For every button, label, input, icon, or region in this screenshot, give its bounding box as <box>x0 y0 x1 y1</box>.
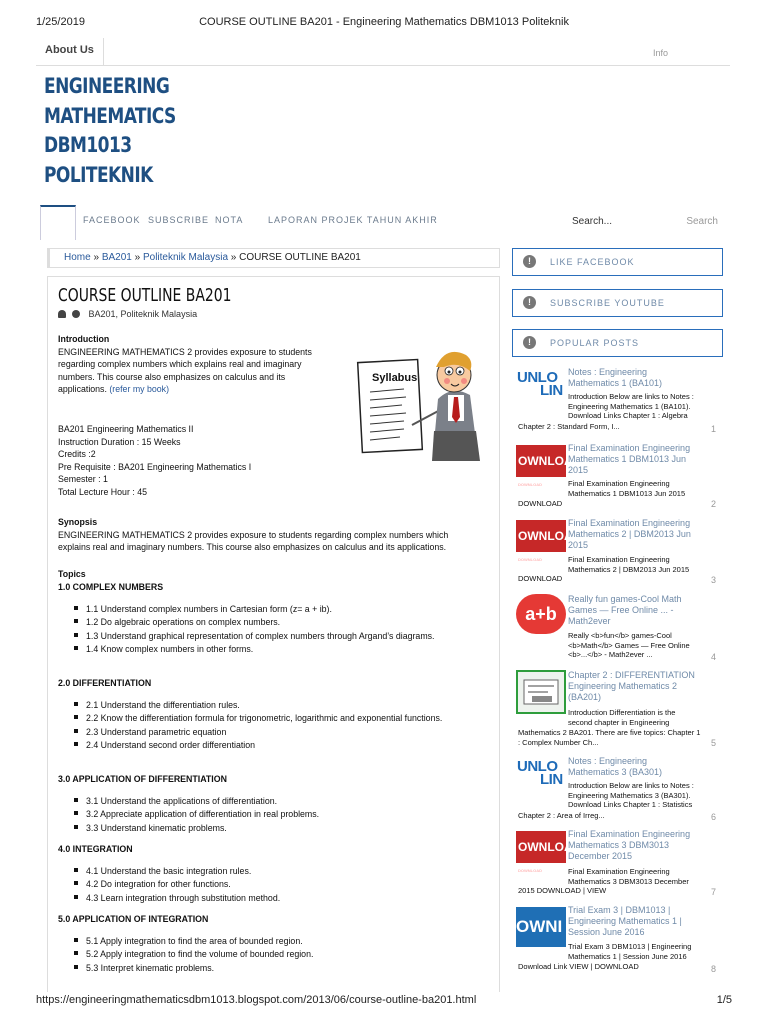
section-heading: 1.0 COMPLEX NUMBERS <box>58 582 164 592</box>
site-title[interactable] <box>44 72 224 190</box>
course-info-line: BA201 Engineering Mathematics II <box>58 424 194 434</box>
section-heading: 3.0 APPLICATION OF DIFFERENTIATION <box>58 774 227 784</box>
breadcrumb <box>47 248 500 268</box>
course-info-line: Total Lecture Hour : 45 <box>58 486 147 497</box>
list-item: 2.2 Know the differentiation formula for trigonometric, logarithmic and exponential functions. <box>74 712 442 725</box>
list-item: 1.2 Do algebraic operations on complex numbers. <box>74 616 435 629</box>
popular-post-rank: 5 <box>710 738 716 748</box>
list-item: 1.3 Understand graphical representation of complex numbers through Argand’s diagrams. <box>74 630 435 643</box>
list-item: 4.2 Do integration for other functions. <box>74 878 280 891</box>
popular-post-rank: 4 <box>710 652 716 662</box>
intro-heading: Introduction <box>58 334 110 344</box>
breadcrumb-politeknik[interactable]: Politeknik Malaysia <box>142 252 229 263</box>
popular-post-item[interactable] <box>516 829 722 899</box>
post-thumbnail <box>516 670 566 716</box>
popular-post-snippet-tail: Chapter 2 : Standard Form, I... <box>518 422 620 431</box>
course-info-line: Credits :2 <box>58 449 96 459</box>
menu-item-laporan-projek[interactable]: LAPORAN PROJEK TAHUN AKHIR <box>268 215 438 225</box>
breadcrumb-current: COURSE OUTLINE BA201 <box>239 252 361 263</box>
comment-icon <box>72 310 80 318</box>
list-item: 3.1 Understand the applications of differentiation. <box>74 795 319 808</box>
popular-post-title[interactable]: Final Examination Engineering Mathematics 1 DBM1013 Jun 2015 <box>568 443 691 475</box>
menu-item-subscribe[interactable]: SUBSCRIBE <box>148 215 210 225</box>
search-button[interactable]: Search <box>686 216 718 227</box>
print-date: 1/25/2019 <box>36 16 85 28</box>
popular-post-snippet-tail: Mathematics 2 BA201. There are five topics: Chapter 1 <box>518 728 701 737</box>
intro-line: numbers. This course also emphasizes on calculus and its <box>58 371 286 382</box>
course-info <box>58 423 251 498</box>
popular-post-snippet-tail: DOWNLOAD <box>518 574 563 583</box>
popular-post-snippet-tail: Download Link VIEW | DOWNLOAD <box>518 962 639 971</box>
site-title-line: DBM1013 <box>44 133 132 157</box>
popular-posts-header <box>512 329 723 357</box>
topic-list <box>74 603 435 657</box>
print-url: https://engineeringmathematicsdbm1013.blogspot.com/2013/06/course-outline-ba201.html <box>36 994 477 1006</box>
widget-label: SUBSCRIBE YOUTUBE <box>550 298 665 308</box>
list-item: 3.3 Understand kinematic problems. <box>74 822 319 835</box>
list-item: 3.2 Appreciate application of differentiation in real problems. <box>74 808 319 821</box>
list-item: 2.4 Understand second order differentiation <box>74 739 442 752</box>
popular-post-snippet: Trial Exam 3 DBM1013 | Engineering Mathematics 1 | Session June 2016 <box>568 942 692 961</box>
refer-book-link[interactable]: (refer my book) <box>109 384 169 394</box>
course-info-line: Instruction Duration : 15 Weeks <box>58 436 181 447</box>
synopsis-line: ENGINEERING MATHEMATICS 2 provides exposure to students regarding complex numbers which <box>58 529 449 540</box>
breadcrumb-separator: » <box>90 252 102 263</box>
intro-line: regarding complex numbers which explains real and imaginary <box>58 359 302 369</box>
list-item: 1.1 Understand complex numbers in Cartesian form (z= a + ib). <box>74 603 435 616</box>
popular-post-title[interactable]: Notes : Engineering Mathematics 1 (BA101) <box>568 367 663 388</box>
list-item: 4.1 Understand the basic integration rules. <box>74 865 280 878</box>
post-thumbnail: OWNLOA DOWNLOAD <box>516 831 566 863</box>
popular-post-snippet: Introduction Below are links to Notes : Engineering Mathematics 1 (BA101). Download Links Chapter 1 : Algebra <box>568 392 694 421</box>
popular-post-item[interactable] <box>516 518 722 588</box>
synopsis-line: explains real and imaginary numbers. This course also emphasizes on calculus and its applications. <box>58 542 447 552</box>
post-thumbnail: OWNLOA DOWNLOAD <box>516 445 566 477</box>
popular-post-title[interactable]: Final Examination Engineering Mathematics 3 DBM3013 December 2015 <box>568 829 691 861</box>
popular-post-rank: 3 <box>710 575 716 585</box>
post-thumbnail: UNLO LIN <box>516 760 566 792</box>
popular-post-title[interactable]: Final Examination Engineering Mathematics 2 | DBM2013 Jun 2015 <box>568 518 691 550</box>
print-footer <box>0 994 768 1008</box>
popular-post-rank: 6 <box>710 812 716 822</box>
post-labels[interactable]: BA201, Politeknik Malaysia <box>88 309 198 319</box>
popular-post-title[interactable]: Trial Exam 3 | DBM1013 | Engineering Mathematics 1 | Session June 2016 <box>568 905 682 937</box>
info-link[interactable]: Info <box>652 48 668 58</box>
site-title-line: ENGINEERING <box>44 74 170 98</box>
list-item: 5.3 Interpret kinematic problems. <box>74 962 313 975</box>
post-article <box>47 276 500 992</box>
syllabus-label: Syllabus <box>372 372 418 384</box>
breadcrumb-ba201[interactable]: BA201 <box>101 252 132 263</box>
site-title-line: POLITEKNIK <box>44 162 153 187</box>
popular-post-item[interactable] <box>516 905 722 975</box>
popular-post-rank: 8 <box>710 964 716 974</box>
list-item: 2.3 Understand parametric equation <box>74 726 442 739</box>
topic-list <box>74 865 280 905</box>
menu-item-nota[interactable]: NOTA <box>215 215 244 225</box>
list-item: 5.1 Apply integration to find the area of bounded region. <box>74 935 313 948</box>
course-info-line: Pre Requisite : BA201 Engineering Mathematics I <box>58 461 252 472</box>
list-item: 2.1 Understand the differentiation rules. <box>74 699 442 712</box>
intro-line: ENGINEERING MATHEMATICS 2 provides exposure to students <box>58 346 312 357</box>
breadcrumb-separator: » <box>131 252 143 263</box>
topics-heading-block <box>58 568 86 581</box>
list-item: 4.3 Learn integration through substitution method. <box>74 892 280 905</box>
popular-post-snippet: Really <b>fun</b> games-Cool <b>Math</b> Games — Free Online <b>...</b> - Math2ever ... <box>568 631 690 660</box>
synopsis-section <box>58 516 448 554</box>
subscribe-youtube-widget[interactable] <box>512 289 723 317</box>
popular-post-title[interactable]: Really fun games-Cool Math Games — Free Online ... - Math2ever <box>568 594 682 626</box>
popular-post-snippet: Introduction Differentiation is the second chapter in Engineering <box>568 708 676 727</box>
syllabus-teacher-illustration <box>354 337 494 467</box>
section-heading: 4.0 INTEGRATION <box>58 844 133 854</box>
main-menu <box>36 205 730 240</box>
post-thumbnail: OWNLOA DOWNLOAD <box>516 520 566 552</box>
course-info-line: Semester : 1 <box>58 474 108 484</box>
topics-heading: Topics <box>58 569 86 579</box>
post-meta <box>58 309 197 319</box>
post-thumbnail: UNLO LIN <box>516 371 566 403</box>
popular-post-item[interactable] <box>516 670 722 750</box>
popular-post-item[interactable] <box>516 443 722 513</box>
popular-post-snippet-tail: Chapter 2 : Area of Irreg... <box>518 811 605 820</box>
menu-item-facebook[interactable]: FACEBOOK <box>83 215 141 225</box>
popular-post-snippet: Final Examination Engineering Mathematics 2 | DBM2013 Jun 2015 <box>568 555 690 574</box>
print-page-number: 1/5 <box>716 994 732 1006</box>
exclamation-icon: ! <box>523 255 536 268</box>
widget-label: LIKE FACEBOOK <box>550 257 635 267</box>
post-thumbnail: OWNI <box>516 907 566 947</box>
popular-post-title[interactable]: Chapter 2 : DIFFERENTIATION Engineering Mathematics 2 (BA201) <box>568 670 695 702</box>
section-heading: 2.0 DIFFERENTIATION <box>58 678 152 688</box>
popular-post-title[interactable]: Notes : Engineering Mathematics 3 (BA301) <box>568 756 663 777</box>
list-item: 5.2 Apply integration to find the volume of bounded region. <box>74 948 313 961</box>
post-thumbnail: a+b <box>516 594 566 634</box>
exclamation-icon: ! <box>523 336 536 349</box>
list-item: 1.4 Know complex numbers in other forms. <box>74 643 435 656</box>
popular-post-item[interactable] <box>516 367 722 437</box>
section-heading: 5.0 APPLICATION OF INTEGRATION <box>58 914 209 924</box>
post-title: COURSE OUTLINE BA201 <box>58 285 232 306</box>
popular-post-item[interactable] <box>516 756 722 826</box>
print-header <box>0 16 768 32</box>
popular-post-snippet-tail: DOWNLOAD <box>518 499 563 508</box>
search-input[interactable]: Search... <box>572 216 613 227</box>
intro-line: applications. <box>58 384 107 394</box>
breadcrumb-separator: » <box>228 252 240 263</box>
popular-post-rank: 2 <box>710 499 716 509</box>
exclamation-icon: ! <box>523 296 536 309</box>
user-icon <box>58 310 66 318</box>
widget-label: POPULAR POSTS <box>550 338 640 348</box>
popular-post-snippet: Final Examination Engineering Mathematics 1 DBM1013 Jun 2015 <box>568 479 686 498</box>
topic-list <box>74 935 313 975</box>
popular-post-snippet-tail: : Complex Number Ch... <box>518 738 599 747</box>
topic-list <box>74 795 319 835</box>
site-title-line: MATHEMATICS <box>44 103 176 128</box>
topic-list <box>74 699 442 753</box>
popular-post-rank: 1 <box>710 424 716 434</box>
popular-post-rank: 7 <box>710 887 716 897</box>
popular-post-snippet-tail: 2015 DOWNLOAD | VIEW <box>518 886 607 895</box>
popular-post-snippet: Introduction Below are links to Notes : Engineering Mathematics 3 (BA301). Download Links Chapter 1 : Statistics <box>568 781 694 810</box>
about-us-link[interactable]: About Us <box>36 38 104 66</box>
intro-section <box>58 333 312 396</box>
home-menu-button[interactable] <box>40 205 76 240</box>
like-facebook-widget[interactable] <box>512 248 723 276</box>
breadcrumb-home[interactable]: Home <box>64 252 91 263</box>
print-document-title: COURSE OUTLINE BA201 - Engineering Mathematics DBM1013 Politeknik <box>199 16 569 28</box>
popular-post-snippet: Final Examination Engineering Mathematics 3 DBM3013 December <box>568 867 689 886</box>
synopsis-heading: Synopsis <box>58 517 98 527</box>
top-navigation <box>36 38 730 66</box>
popular-post-item[interactable] <box>516 594 722 664</box>
